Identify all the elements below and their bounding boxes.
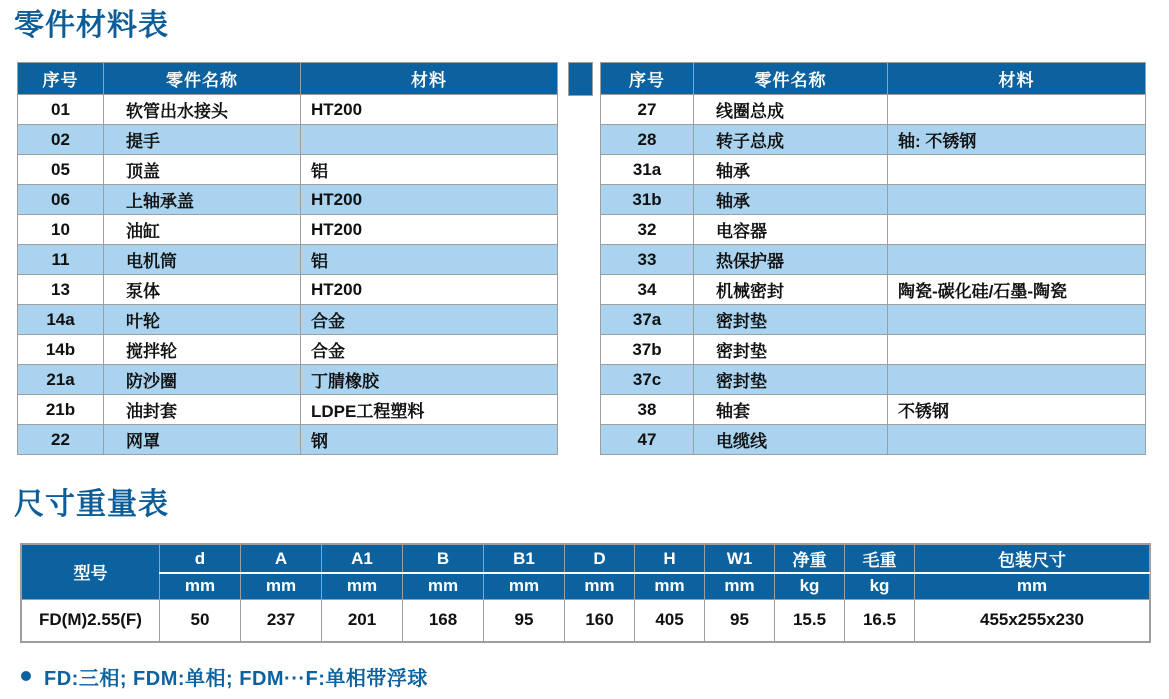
model-value: FD(M)2.55(F) (22, 599, 160, 641)
table-row (601, 395, 1146, 425)
dims-data-row (22, 599, 1150, 641)
dim-value: 237 (241, 599, 322, 641)
part-material (888, 305, 1146, 335)
table-row (601, 185, 1146, 215)
part-no: 06 (18, 185, 104, 215)
part-material (301, 125, 558, 155)
part-name: 密封垫 (694, 335, 888, 365)
part-no: 10 (18, 215, 104, 245)
part-no: 02 (18, 125, 104, 155)
unit-cell: mm (705, 573, 775, 599)
table-row (18, 185, 558, 215)
part-name: 油缸 (104, 215, 301, 245)
part-no: 14a (18, 305, 104, 335)
part-material: 轴: 不锈钢 (888, 125, 1146, 155)
dim-value: 50 (160, 599, 241, 641)
table-spacer-column (568, 62, 593, 96)
dim-value: 15.5 (775, 599, 845, 641)
part-material: 铝 (301, 245, 558, 275)
unit-cell: mm (484, 573, 565, 599)
dims-table (20, 543, 1151, 643)
part-name: 防沙圈 (104, 365, 301, 395)
part-no: 37b (601, 335, 694, 365)
table-row (601, 305, 1146, 335)
part-name: 轴承 (694, 155, 888, 185)
table-row (601, 155, 1146, 185)
part-material: 不锈钢 (888, 395, 1146, 425)
col-header-material: 材料 (888, 63, 1146, 95)
part-name: 密封垫 (694, 365, 888, 395)
col-header-d: d (160, 545, 241, 574)
col-header-A: A (241, 545, 322, 574)
col-header-model: 型号 (22, 545, 160, 600)
col-header-material: 材料 (301, 63, 558, 95)
table-row (601, 215, 1146, 245)
table-row (601, 275, 1146, 305)
bullet-icon (21, 671, 31, 681)
part-no: 37a (601, 305, 694, 335)
part-name: 轴承 (694, 185, 888, 215)
footnote-text: FD:三相; FDM:单相; FDM···F:单相带浮球 (44, 667, 428, 690)
part-no: 31a (601, 155, 694, 185)
table-row (18, 245, 558, 275)
part-material (888, 185, 1146, 215)
col-header-name: 零件名称 (694, 63, 888, 95)
part-material (888, 335, 1146, 365)
dim-value: 16.5 (845, 599, 915, 641)
part-no: 47 (601, 425, 694, 455)
unit-cell: mm (403, 573, 484, 599)
unit-cell: kg (775, 573, 845, 599)
part-no: 01 (18, 95, 104, 125)
part-name: 电缆线 (694, 425, 888, 455)
dims-header-row-labels (22, 545, 1150, 574)
part-material (888, 155, 1146, 185)
col-header-no: 序号 (18, 63, 104, 95)
dim-value: 455x255x230 (915, 599, 1150, 641)
footnote (21, 662, 1169, 691)
dim-value: 405 (635, 599, 705, 641)
part-no: 21b (18, 395, 104, 425)
part-no: 13 (18, 275, 104, 305)
part-name: 泵体 (104, 275, 301, 305)
table-row (18, 275, 558, 305)
part-name: 软管出水接头 (104, 95, 301, 125)
col-header-A1: A1 (322, 545, 403, 574)
col-header-B: B (403, 545, 484, 574)
table-row (18, 305, 558, 335)
part-material: 合金 (301, 335, 558, 365)
dim-value: 168 (403, 599, 484, 641)
part-no: 11 (18, 245, 104, 275)
part-name: 热保护器 (694, 245, 888, 275)
parts-table-left (17, 62, 558, 455)
part-no: 34 (601, 275, 694, 305)
dim-value: 160 (565, 599, 635, 641)
unit-cell: mm (635, 573, 705, 599)
dim-value: 201 (322, 599, 403, 641)
part-material: HT200 (301, 95, 558, 125)
table-row (601, 95, 1146, 125)
part-no: 14b (18, 335, 104, 365)
part-no: 38 (601, 395, 694, 425)
table-row (18, 365, 558, 395)
part-name: 电容器 (694, 215, 888, 245)
part-material: 铝 (301, 155, 558, 185)
col-header-net-weight: 净重 (775, 545, 845, 574)
part-name: 网罩 (104, 425, 301, 455)
unit-cell: mm (565, 573, 635, 599)
parts-right-header-row (601, 63, 1146, 95)
table-row (601, 245, 1146, 275)
col-header-name: 零件名称 (104, 63, 301, 95)
part-material: 钢 (301, 425, 558, 455)
part-name: 搅拌轮 (104, 335, 301, 365)
part-name: 上轴承盖 (104, 185, 301, 215)
part-no: 28 (601, 125, 694, 155)
part-no: 27 (601, 95, 694, 125)
part-name: 密封垫 (694, 305, 888, 335)
part-material (888, 245, 1146, 275)
dim-value: 95 (484, 599, 565, 641)
spec-sheet-page (0, 8, 1169, 691)
part-no: 05 (18, 155, 104, 185)
part-material: 合金 (301, 305, 558, 335)
col-header-packing-size: 包装尺寸 (915, 545, 1150, 574)
col-header-gross-weight: 毛重 (845, 545, 915, 574)
col-header-no: 序号 (601, 63, 694, 95)
col-header-D: D (565, 545, 635, 574)
part-material (888, 365, 1146, 395)
table-row (18, 125, 558, 155)
part-material (888, 425, 1146, 455)
table-row (18, 155, 558, 185)
part-material (888, 215, 1146, 245)
part-material: HT200 (301, 215, 558, 245)
table-row (18, 425, 558, 455)
part-no: 31b (601, 185, 694, 215)
col-header-H: H (635, 545, 705, 574)
part-no: 21a (18, 365, 104, 395)
part-name: 机械密封 (694, 275, 888, 305)
unit-cell: kg (845, 573, 915, 599)
part-name: 轴套 (694, 395, 888, 425)
parts-table-title: 零件材料表 (14, 9, 169, 42)
table-row (601, 125, 1146, 155)
table-row (601, 365, 1146, 395)
part-no: 37c (601, 365, 694, 395)
part-name: 转子总成 (694, 125, 888, 155)
part-material: HT200 (301, 275, 558, 305)
col-header-B1: B1 (484, 545, 565, 574)
part-material (888, 95, 1146, 125)
dims-header-row-units (22, 573, 1150, 599)
table-row (18, 215, 558, 245)
unit-cell: mm (160, 573, 241, 599)
unit-cell: mm (241, 573, 322, 599)
parts-tables-row (17, 62, 1169, 455)
parts-table-right (600, 62, 1146, 455)
spacer-header-cell (568, 62, 593, 96)
table-row (601, 425, 1146, 455)
part-name: 叶轮 (104, 305, 301, 335)
part-no: 32 (601, 215, 694, 245)
part-material: 陶瓷-碳化硅/石墨-陶瓷 (888, 275, 1146, 305)
part-material: LDPE工程塑料 (301, 395, 558, 425)
unit-cell: mm (322, 573, 403, 599)
part-no: 22 (18, 425, 104, 455)
parts-left-header-row (18, 63, 558, 95)
part-name: 顶盖 (104, 155, 301, 185)
table-row (601, 335, 1146, 365)
table-row (18, 335, 558, 365)
dims-table-title: 尺寸重量表 (14, 488, 169, 521)
col-header-W1: W1 (705, 545, 775, 574)
part-name: 油封套 (104, 395, 301, 425)
dim-value: 95 (705, 599, 775, 641)
part-name: 线圈总成 (694, 95, 888, 125)
table-row (18, 95, 558, 125)
part-material: 丁腈橡胶 (301, 365, 558, 395)
part-name: 电机筒 (104, 245, 301, 275)
table-row (18, 395, 558, 425)
unit-cell: mm (915, 573, 1150, 599)
part-name: 提手 (104, 125, 301, 155)
part-no: 33 (601, 245, 694, 275)
part-material: HT200 (301, 185, 558, 215)
